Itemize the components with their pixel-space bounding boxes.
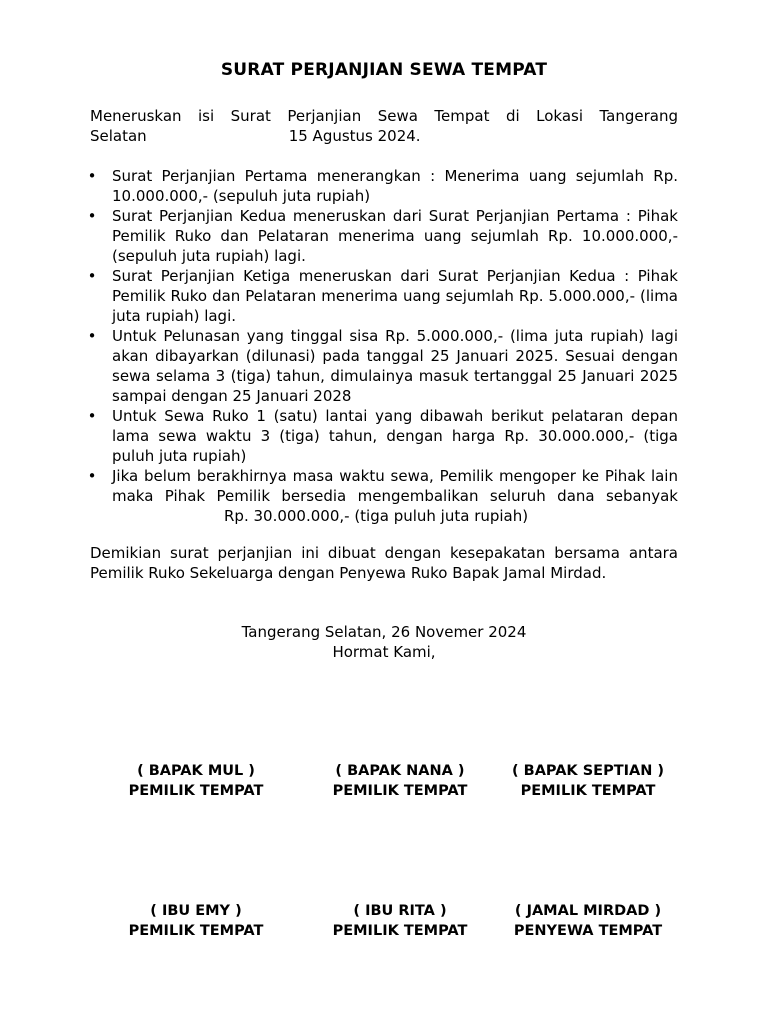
list-item <box>87 406 678 466</box>
intro-date: 15 Agustus 2024. <box>288 127 421 145</box>
signature-block <box>96 761 296 801</box>
signature-block <box>488 761 688 801</box>
list-item-text: Untuk Pelunasan yang tinggal sisa Rp. 5.000.000,- (lima juta rupiah) lagi akan dibayarkan (dilunasi) pada tanggal 25 Januari 2025. Sesuai dengan sewa selama 3 (tiga) tahun, dimulainya masuk tertanggal 25 Januari 2025 sampai dengan 25 Januari 2028 <box>112 327 678 405</box>
bullet-icon: • <box>87 327 97 345</box>
bullet-icon: • <box>87 267 97 285</box>
regards-line: Hormat Kami, <box>332 643 436 661</box>
signatory-name: ( BAPAK NANA ) <box>335 763 465 779</box>
signatory-role: PEMILIK TEMPAT <box>128 923 264 939</box>
signatory-role: PEMILIK TEMPAT <box>128 783 264 799</box>
signatory-name: ( BAPAK SEPTIAN ) <box>511 763 665 779</box>
signatory-name: ( IBU RITA ) <box>353 903 447 919</box>
place-and-date: Tangerang Selatan, 26 Novemer 2024 <box>241 623 527 641</box>
intro-line-1: Meneruskan isi Surat Perjanjian Sewa Tempat di Lokasi Tangerang <box>90 107 678 125</box>
intro-line-2 <box>90 126 678 146</box>
intro-location-end: Selatan <box>90 127 147 145</box>
list-item <box>87 206 678 266</box>
refund-amount: Rp. 30.000.000,- (tiga puluh juta rupiah) <box>224 507 529 525</box>
list-item <box>87 466 678 526</box>
signature-block <box>300 761 500 801</box>
signature-block <box>488 901 688 941</box>
bullet-icon: • <box>87 467 97 485</box>
list-item-text: Untuk Sewa Ruko 1 (satu) lantai yang dibawah berikut pelataran depan lama sewa waktu 3 (tiga) tahun, dengan harga Rp. 30.000.000,- (tiga puluh juta rupiah) <box>112 407 678 465</box>
bullet-icon: • <box>87 207 97 225</box>
signatory-role: PEMILIK TEMPAT <box>520 783 656 799</box>
list-item-text: Jika belum berakhirnya masa waktu sewa, Pemilik mengoper ke Pihak lain maka Pihak Pemilik bersedia mengembalikan seluruh dana sebanyak <box>112 467 678 505</box>
list-item-text: Surat Perjanjian Pertama menerangkan : Menerima uang sejumlah Rp. 10.000.000,- (sepuluh juta rupiah) <box>112 167 678 205</box>
list-item <box>87 326 678 406</box>
signatory-name: ( JAMAL MIRDAD ) <box>514 903 662 919</box>
list-item-text: Surat Perjanjian Kedua meneruskan dari Surat Perjanjian Pertama : Pihak Pemilik Ruko dan Pelataran menerima uang sejumlah Rp. 10.000.000,- (sepuluh juta rupiah) lagi. <box>112 207 678 265</box>
signatory-role: PEMILIK TEMPAT <box>332 923 468 939</box>
bullet-icon: • <box>87 407 97 425</box>
signatory-role: PENYEWA TEMPAT <box>513 923 663 939</box>
list-item <box>87 266 678 326</box>
signature-block <box>300 901 500 941</box>
agreement-points-list <box>87 166 678 526</box>
closing-paragraph: Demikian surat perjanjian ini dibuat dengan kesepakatan bersama antara Pemilik Ruko Sekeluarga dengan Penyewa Ruko Bapak Jamal Mirdad. <box>90 544 678 582</box>
list-item-text: Surat Perjanjian Ketiga meneruskan dari Surat Perjanjian Kedua : Pihak Pemilik Ruko dan Pelataran menerima uang sejumlah Rp. 5.000.000,- (lima juta rupiah) lagi. <box>112 267 678 325</box>
list-item <box>87 166 678 206</box>
signatory-name: ( BAPAK MUL ) <box>137 763 255 779</box>
bullet-icon: • <box>87 167 97 185</box>
document-title: SURAT PERJANJIAN SEWA TEMPAT <box>220 60 548 80</box>
signature-block <box>96 901 296 941</box>
signatory-role: PEMILIK TEMPAT <box>332 783 468 799</box>
signatory-name: ( IBU EMY ) <box>150 903 242 919</box>
intro-paragraph <box>90 106 678 146</box>
